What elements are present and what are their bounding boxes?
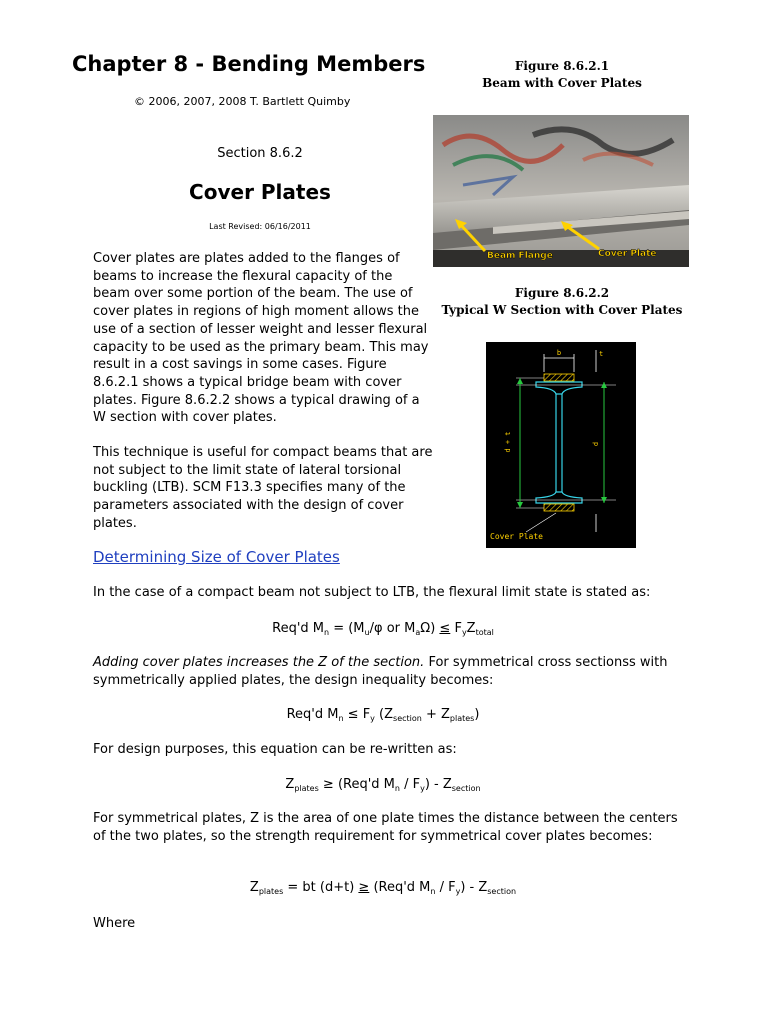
beam-flange-label — [487, 251, 553, 261]
cover-plate-label — [598, 249, 657, 259]
adding-plates-lead: Adding cover plates increases the Z of the section. — [93, 655, 425, 670]
section-label: Section 8.6.2 — [217, 146, 303, 161]
adding-plates-rest: For symmetrical cross sectionss with symmetrically applied plates, the design inequality becomes: — [93, 655, 668, 688]
figure-1-caption — [474, 58, 650, 92]
equation-strength-requirement: $Z_{plates}$ = bt (d+t) ≥ (Req'd $M_n / F_y) - Z_{section}$ — [249, 880, 517, 896]
determining-size-link[interactable]: Determining Size of Cover Plates — [93, 548, 340, 566]
compact-beam-paragraph: In the case of a compact beam not subject to LTB, the flexural limit state is stated as: — [93, 585, 651, 600]
design-purposes-paragraph: For design purposes, this equation can be re-written as: — [93, 742, 457, 757]
dim-t-label: t — [599, 350, 604, 358]
svg-text:Beam Flange: Beam Flange — [487, 251, 553, 261]
figure-2-title: Typical W Section with Cover Plates — [441, 303, 683, 317]
last-revised: Last Revised: 06/16/2011 — [209, 222, 311, 231]
figure-2-number: Figure 8.6.2.2 — [514, 286, 610, 300]
w-section-diagram — [486, 342, 636, 548]
technique-paragraph: This technique is useful for compact beams that are not subject to the limit state of lateral torsional buckling (LTB). SCM F13.3 specifies many of the parameters associated with the design of cover plates. — [93, 445, 433, 531]
equation-design-inequality: Req'd $M_n \le F_y$ $(Z_{section} + Z_{plates})$ — [286, 707, 480, 723]
figure-1-number: Figure 8.6.2.1 — [514, 59, 610, 73]
intro-paragraph: Cover plates are plates added to the flanges of beams to increase the flexural capacity of the beam over some portion of the beam. The use of cover plates in regions of high moment allows the use of a section of lesser weight and lesser flexural capacity to be used as the primary beam. This may result in a cost savings in some cases. Figure 8.6.2.1 shows a typical bridge beam with cover plates. Figure 8.6.2.2 shows a typical drawing of a W section with cover plates. — [93, 251, 429, 426]
dim-b-label: b — [556, 349, 562, 357]
cover-plate-callout: Cover Plate — [490, 532, 543, 541]
beam-photo — [433, 115, 689, 267]
figure-2-caption — [436, 285, 688, 319]
section-title: Cover Plates — [189, 180, 331, 204]
svg-text:Cover Plate: Cover Plate — [598, 249, 657, 259]
figure-1-title: Beam with Cover Plates — [482, 76, 642, 90]
where-label: Where — [93, 916, 136, 931]
adding-plates-paragraph — [93, 654, 693, 689]
dim-dt-label: d + t — [504, 431, 512, 453]
equation-z-plates: $Z_{plates} \ge (Req'd$ $M_n / F_y) - Z_{section}$ — [285, 777, 481, 793]
chapter-title: Chapter 8 - Bending Members — [72, 52, 426, 76]
copyright-notice: © 2006, 2007, 2008 T. Bartlett Quimby — [134, 95, 351, 108]
equation-limit-state: Req'd $M_n = (M_u/\varphi$ or $M_a\Omega) \le F_yZ_{total}$ — [272, 621, 494, 637]
dim-d-label: d — [592, 441, 600, 447]
symmetrical-plates-paragraph: For symmetrical plates, Z is the area of one plate times the distance between the centers of the two plates, so the strength requirement for symmetrical cover plates becomes: — [93, 811, 678, 844]
